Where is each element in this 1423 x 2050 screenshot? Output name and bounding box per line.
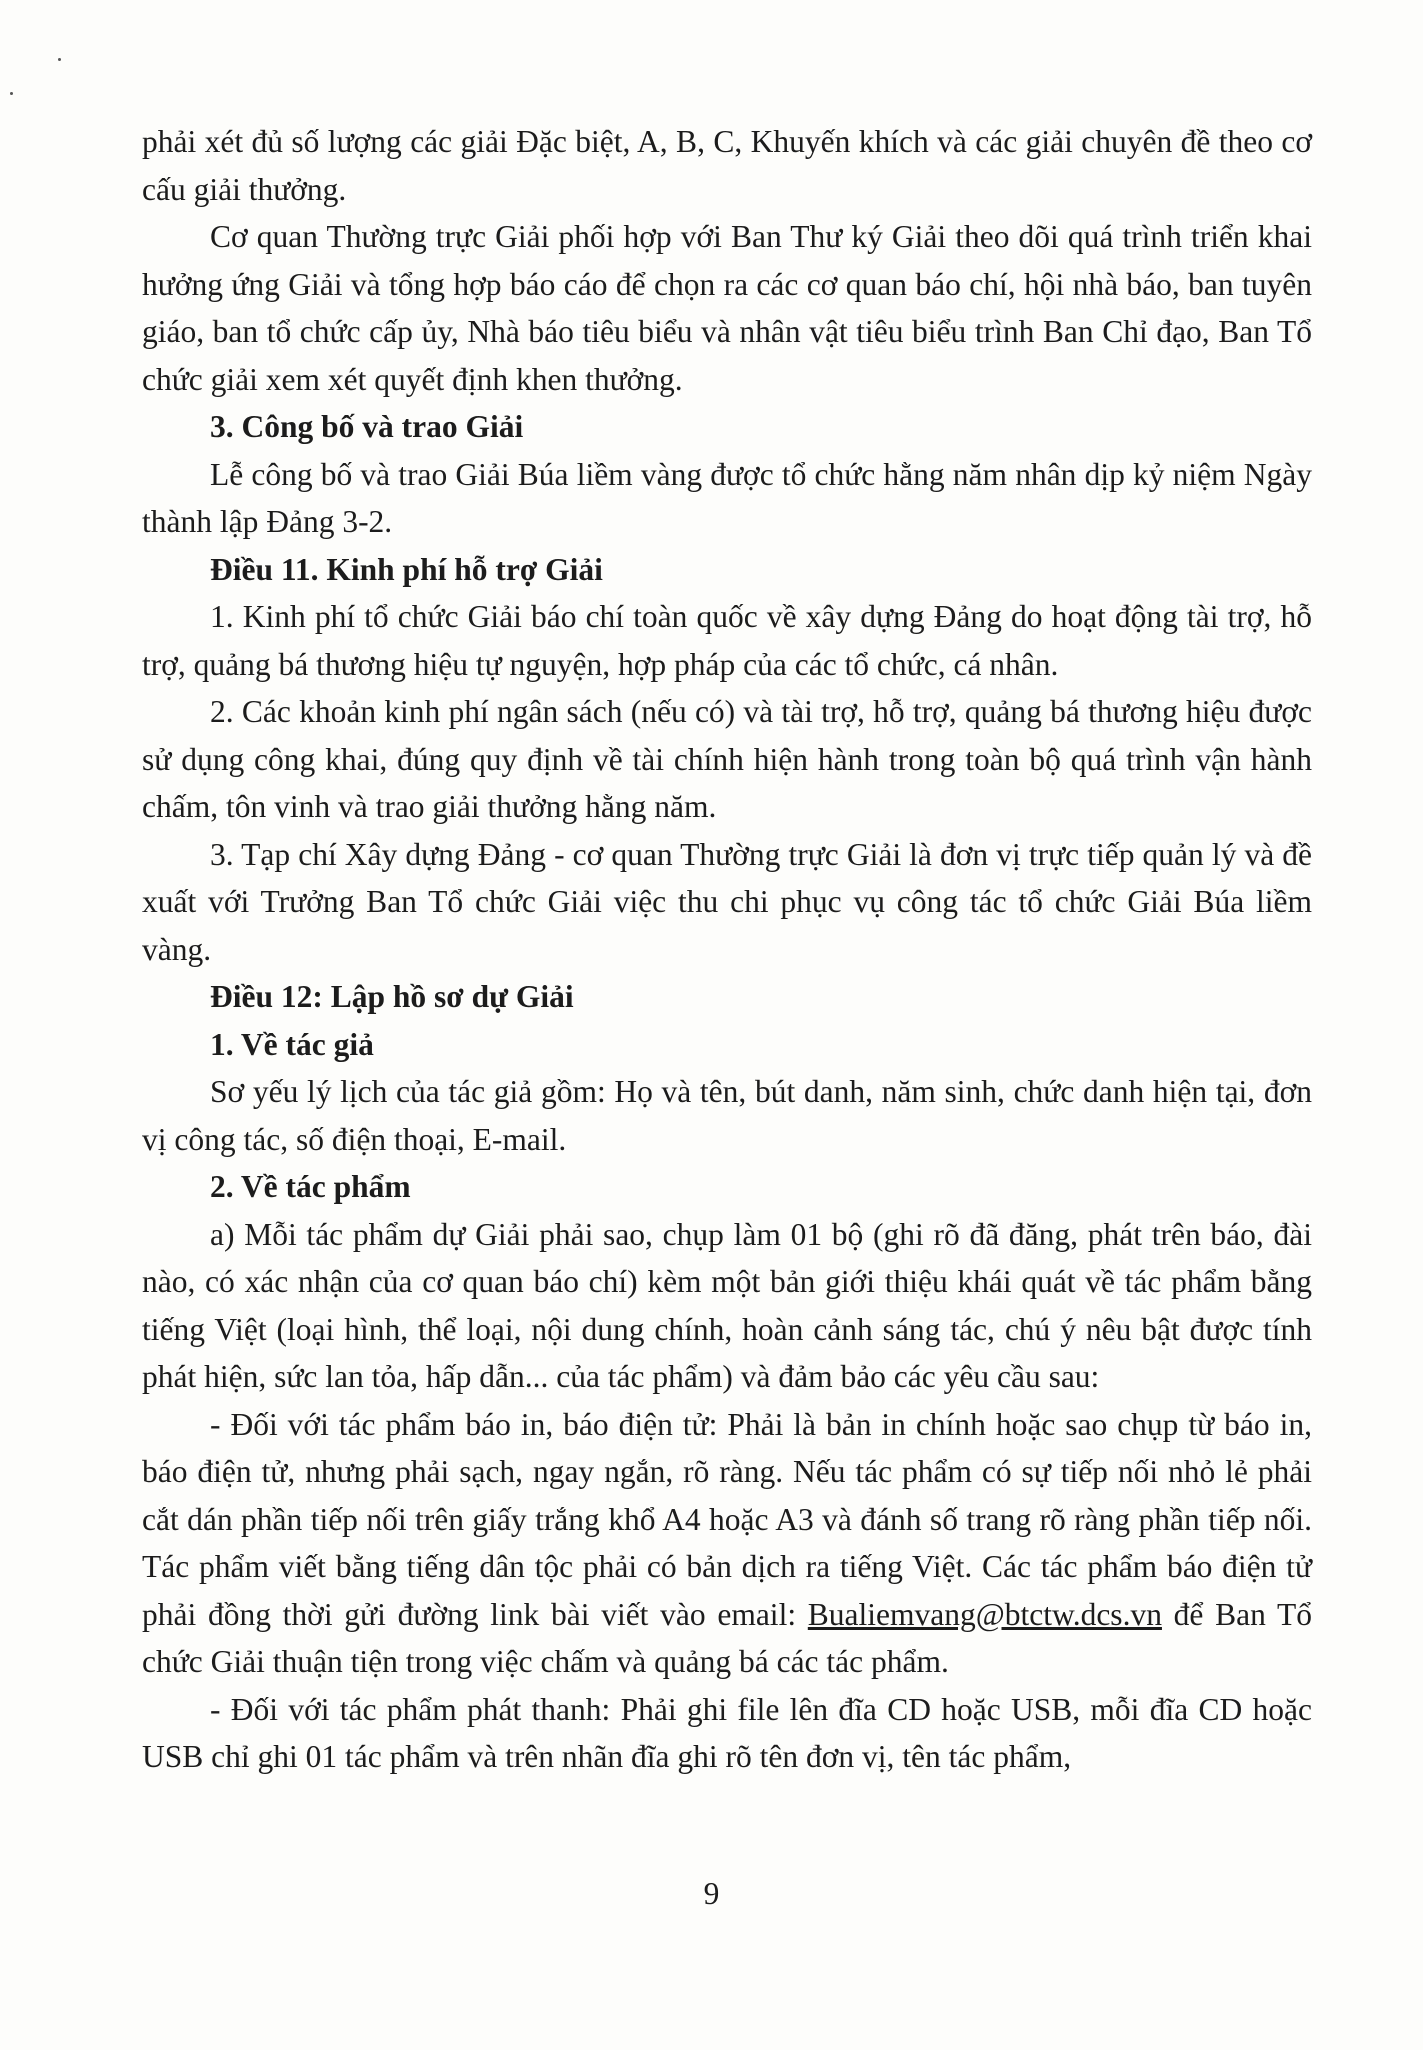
paragraph-author-resume: Sơ yếu lý lịch của tác giả gồm: Họ và tên, bút danh, năm sinh, chức danh hiện tại, đơn vị công tác, số điện thoại, E-mail. [142,1074,1312,1157]
print-works-text: - Đối với tác phẩm báo in, báo điện tử: Phải là bản in chính hoặc sao chụp từ báo in, báo điện tử, nhưng phải sạch, ngay ngắn, rõ ràng. Nếu tác phẩm có sự tiếp nối nhỏ lẻ phải cắt dán phần tiếp nối trên giấy trắng khổ A4 hoặc A3 và đánh số trang rõ ràng phần tiếp nối. Tác phẩm viết bằng tiếng dân tộc phải có bản dịch ra tiếng Việt. Các tác phẩm báo điện tử phải đồng thời gửi đường link bài viết vào email: [142,1406,1312,1632]
heading-about-author: 1. Về tác giả [210,1026,374,1062]
paragraph-prizes-count: phải xét đủ số lượng các giải Đặc biệt, A, B, C, Khuyến khích và các giải chuyên đề theo cơ cấu giải thưởng. [142,124,1312,207]
paragraph-works-a: a) Mỗi tác phẩm dự Giải phải sao, chụp làm 01 bộ (ghi rõ đã đăng, phát trên báo, đài nào, có xác nhận của cơ quan báo chí) kèm một bản giới thiệu khái quát về tác phẩm bằng tiếng Việt (loại hình, thể loại, nội dung chính, hoàn cảnh sáng tác, chú ý nêu bật được tính phát hiện, sức lan tỏa, hấp dẫn... của tác phẩm) và đảm bảo các yêu cầu sau: [142,1216,1312,1394]
paragraph-funding-2: 2. Các khoản kinh phí ngân sách (nếu có) và tài trợ, hỗ trợ, quảng bá thương hiệu được sử dụng công khai, đúng quy định về tài chính hiện hành trong toàn bộ quá trình vận hành chấm, tôn vinh và trao giải thưởng hằng năm. [142,694,1312,824]
heading-article-11: Điều 11. Kinh phí hỗ trợ Giải [210,551,603,587]
heading-announcement: 3. Công bố và trao Giải [210,409,524,444]
paragraph-radio-works: - Đối với tác phẩm phát thanh: Phải ghi file lên đĩa CD hoặc USB, mỗi đĩa CD hoặc USB chỉ ghi 01 tác phẩm và trên nhãn đĩa ghi rõ tên đơn vị, tên tác phẩm, [142,1691,1312,1774]
document-page-body [142,118,1312,1781]
paragraph-standing-agency: Cơ quan Thường trực Giải phối hợp với Ban Thư ký Giải theo dõi quá trình triển khai hưởng ứng Giải và tổng hợp báo cáo để chọn ra các cơ quan báo chí, hội nhà báo, ban tuyên giáo, ban tổ chức cấp ủy, Nhà báo tiêu biểu và nhân vật tiêu biểu trình Ban Chỉ đạo, Ban Tổ chức giải xem xét quyết định khen thưởng. [142,219,1312,397]
scan-speck [58,58,61,61]
print-works-text-end: để Ban Tổ chức Giải thuận tiện trong việc chấm và quảng bá các tác phẩm. [142,1596,1312,1679]
scan-speck [10,92,13,95]
email-link[interactable]: Bualiemvang@btctw.dcs.vn [807,1596,1162,1632]
heading-about-works: 2. Về tác phẩm [210,1169,411,1204]
paragraph-funding-3: 3. Tạp chí Xây dựng Đảng - cơ quan Thường trực Giải là đơn vị trực tiếp quản lý và đề xuất với Trưởng Ban Tổ chức Giải việc thu chi phục vụ công tác tổ chức Giải Búa liềm vàng. [142,836,1312,967]
paragraph-funding-1: 1. Kinh phí tổ chức Giải báo chí toàn quốc về xây dựng Đảng do hoạt động tài trợ, hỗ trợ, quảng bá thương hiệu tự nguyện, hợp pháp của các tổ chức, cá nhân. [142,599,1312,682]
page-number: 9 [703,1876,720,1911]
paragraph-ceremony: Lễ công bố và trao Giải Búa liềm vàng được tổ chức hằng năm nhân dịp kỷ niệm Ngày thành lập Đảng 3-2. [142,456,1312,539]
heading-article-12: Điều 12: Lập hồ sơ dự Giải [210,979,574,1014]
paragraph-print-works [142,1401,1312,1686]
